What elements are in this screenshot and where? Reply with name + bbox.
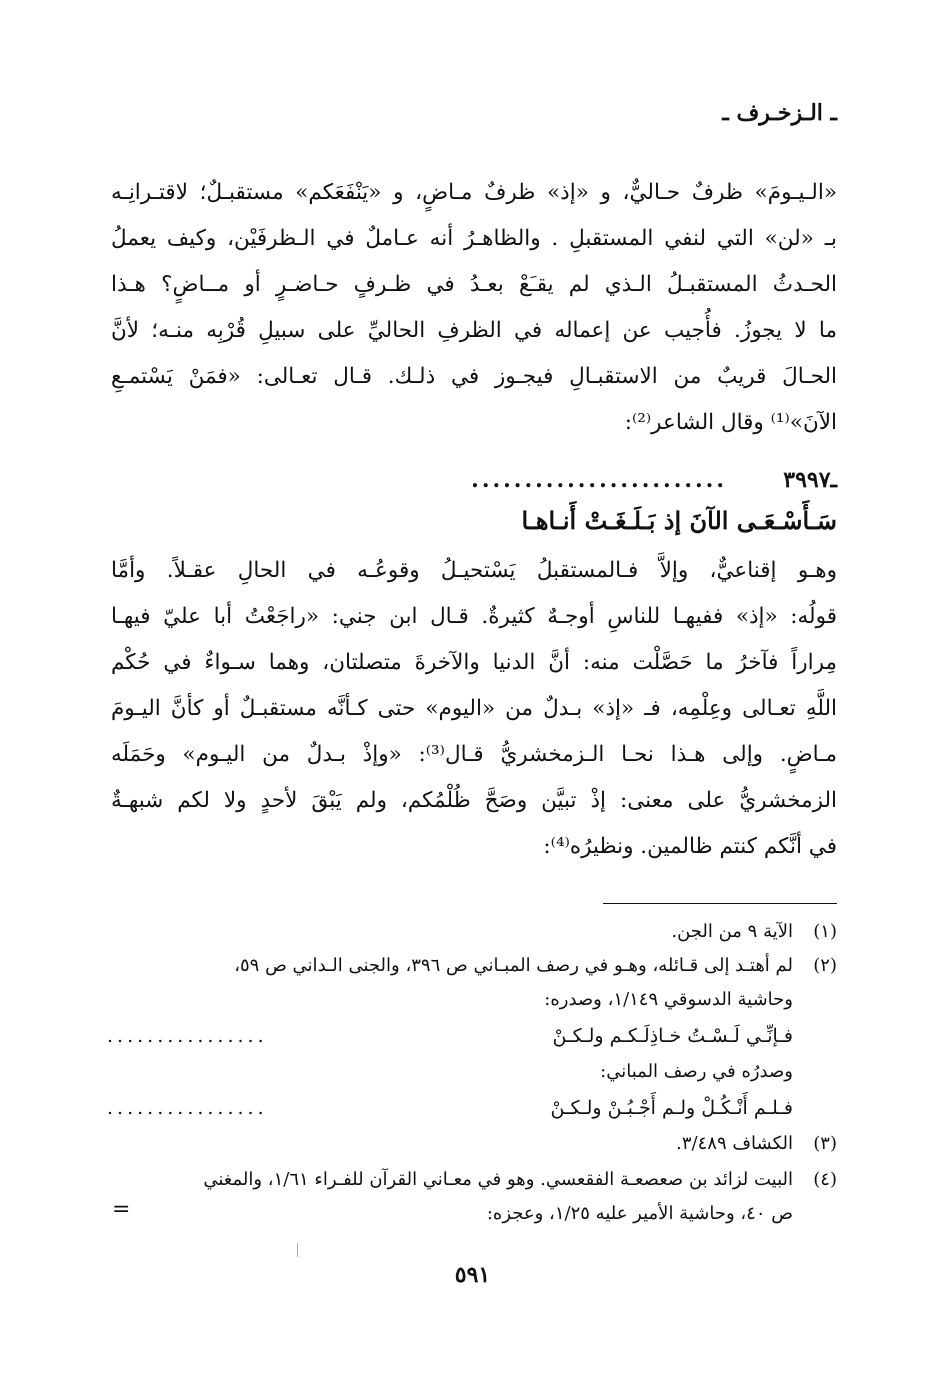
text-line: في أنَّكم كنتم ظالمين. ونظيرُه⁽⁴⁾: [543, 834, 837, 859]
verse-number-line [111, 460, 837, 500]
text-line: بـ «لن» التي لنفي المستقبلِ . والظاهـرُ أنه عـاملٌ في الـظرفَيْن، وكيف يعملُ [111, 226, 837, 251]
text-line: ما لا يجوزُ. فأُجيب عن إعماله في الظرفِ الحاليِّ على سبيلِ قُرْبِه منـه؛ لأنَّ [111, 318, 837, 343]
footnote-2-continuation [107, 982, 837, 1018]
running-header: ـ الـزخـرف ـ [722, 100, 837, 126]
text-line: اللَّهِ تعـالى وعِلْمِه، فـ «إذ» بـدلٌ من «اليوم» حتى كـأنَّه مستقبـلٌ أو كأنَّ اليـومَ [111, 696, 837, 721]
text-line: مِراراً فآخرُ ما حَصَّلْت منه: أنَّ الدنيا والآخرةَ متصلتان، وهما سـواءٌ في حُكْم [111, 650, 837, 675]
text-line: الحـدثُ المستقبـلُ الـذي لم يقـَعْ بعـدُ في ظـرفٍ حـاضـرٍ أو مــاضٍ؟ هـذا [111, 272, 837, 297]
text-line: «الـيـومَ» ظرفٌ حـاليٌّ، و «إذ» ظرفٌ مـاضٍ، و «يَنْفَعَكم» مستقبـلٌ؛ لاقتـرانِـه [111, 180, 837, 205]
footnote-text: الكشاف ٣/٤٨٩. [676, 1133, 793, 1154]
footnote-verse-2 [107, 1090, 793, 1126]
verse-number: ـ٣٩٩٧ [783, 467, 837, 493]
footnote-4-continuation [107, 1196, 837, 1232]
footnote-mark: (٣) [813, 1133, 837, 1154]
footnote-text: ص ٤٠، وحاشية الأمير عليه ١/٢٥، وعجزه: [486, 1203, 793, 1224]
footnote-text: وحاشية الدسوقي ١/١٤٩، وصدره: [544, 989, 793, 1010]
paragraph-2 [111, 548, 837, 870]
footnote-text: البيت لزائد بن صعصعـة الفقعسي. وهو في معـاني القرآن للفـراء ١/٦١، والمغني [203, 1169, 793, 1190]
footnote-mark: (٢) [813, 955, 837, 976]
text-line: الآنَ»⁽¹⁾ وقال الشاعر⁽²⁾: [624, 410, 837, 435]
footnote-mark: (٤) [813, 1169, 837, 1190]
footnote-verse-text: فـإنِّـي لَـسْـتُ خـاذِلَـكـم ولـكـنْ [552, 1025, 793, 1047]
text-line: قولُه: «إذ» ففيهـا للناسِ أوجـهٌ كثيرةٌ. قـال ابن جني: «راجَعْتُ أبا عليّ فيهـا [111, 604, 837, 629]
paragraph-1 [111, 170, 837, 446]
continuation-mark: = [112, 1197, 131, 1222]
footnote-4 [107, 1162, 837, 1198]
scan-artifact [297, 1243, 298, 1257]
verse-hemistich: سَـأَسْـعَـى الآنَ إذ بَـلَـغَـتْ أَنـاهـا [521, 506, 837, 535]
footnote-3 [107, 1126, 837, 1162]
footnote-2 [107, 948, 837, 984]
footnote-verse-1 [107, 1018, 793, 1054]
verse-missing-dots: ........................ [471, 467, 727, 493]
footnote-verse-dots: ................ [107, 1025, 268, 1047]
footnote-verse-text: فـلـم أَنْـكُـلْ ولـم أَجْـبُـنْ ولـكـنْ [550, 1097, 793, 1119]
page-number: ٥٩١ [454, 1262, 491, 1288]
text-line: الحـالَ قريبٌ من الاستقبـالِ فيجـوز في ذلـك. قـال تعـالى: «فمَنْ يَسْتمـعِ [111, 364, 837, 389]
footnote-text: لم أهتـد إلى قـائله، وهـو في رصف المبـاني ص ٣٩٦، والجنى الـداني ص ٥٩، [234, 955, 793, 976]
footnote-divider [603, 903, 837, 904]
footnote-verse-dots: ................ [107, 1097, 268, 1119]
footnote-text: وصدرُه في رصف المباني: [600, 1061, 793, 1082]
footnote-verse-note [107, 1054, 837, 1090]
text-line: وهـو إقناعيٌّ، وإلاَّ فـالمستقبلُ يَسْتحيـلُ وقوعُـه في الحالِ عقـلاً. وأمَّا [111, 558, 837, 583]
footnote-mark: (١) [813, 921, 837, 942]
text-line: الزمخشريُّ على معنى: إذْ تبيَّن وصَحَّ ظُلْمُكم، ولم يَبْقَ لأحدٍ ولا لكم شبهـةٌ [111, 788, 837, 813]
text-line: مـاضٍ. وإلى هـذا نحـا الـزمخشريُّ قـال⁽³⁾: «وإذْ بـدلٌ من اليـوم» وحَمَلَه [111, 742, 837, 767]
footnote-text: الآية ٩ من الجن. [671, 921, 793, 942]
footnote-1 [107, 914, 837, 950]
